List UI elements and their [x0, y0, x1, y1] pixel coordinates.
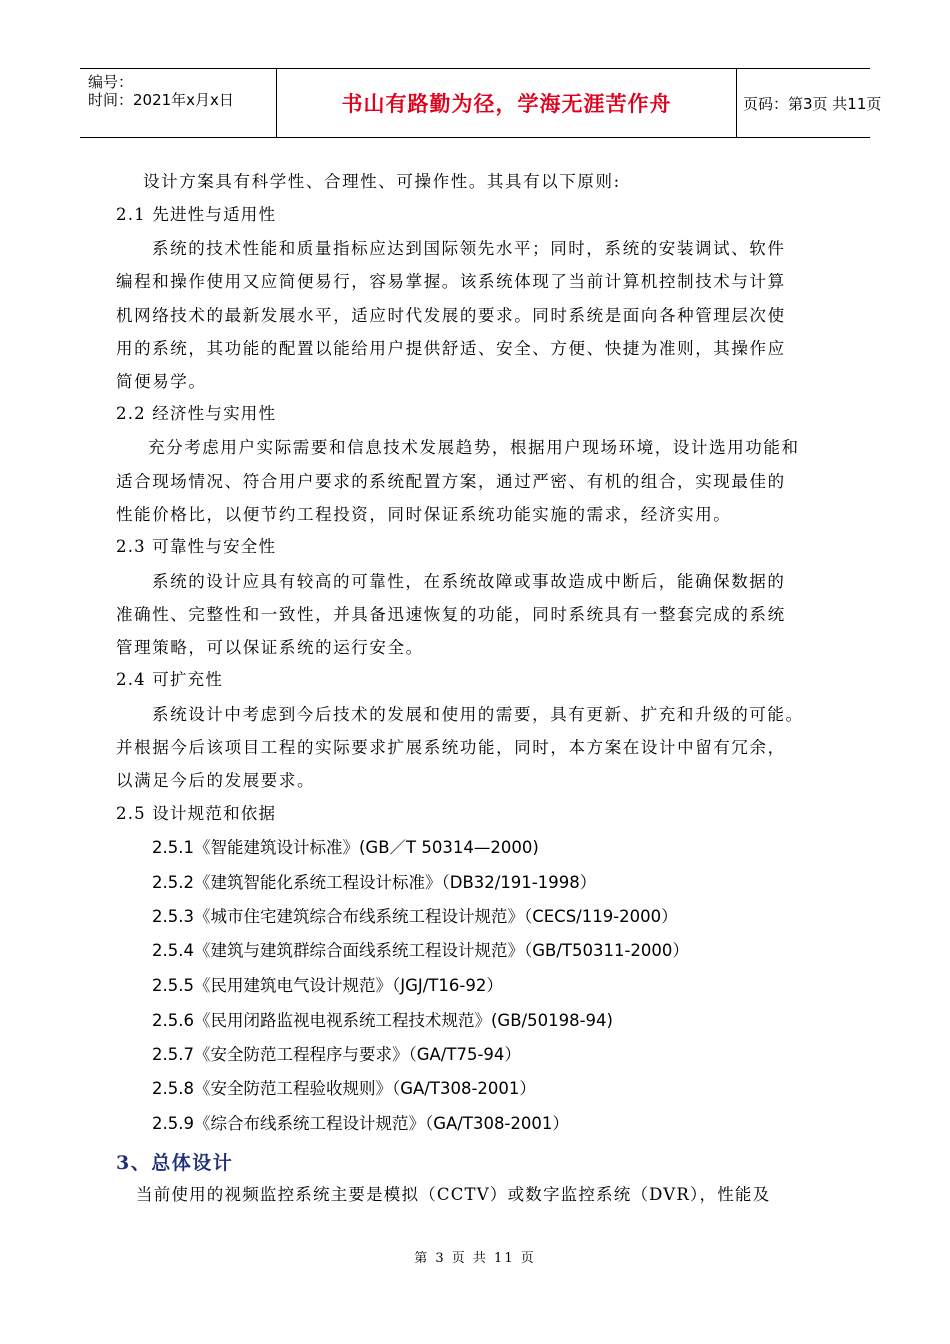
- section-title-2-2: 2.2 经济性与实用性: [116, 404, 277, 423]
- paragraph-line: 适合现场情况、符合用户要求的系统配置方案，通过严密、有机的组合，实现最佳的: [116, 472, 786, 491]
- paragraph-line: 简便易学。: [116, 372, 207, 391]
- reference-item: 2.5.3《城市住宅建筑综合布线系统工程设计规范》（CECS/119-2000）: [152, 907, 678, 926]
- paragraph-line: 性能价格比，以便节约工程投资，同时保证系统功能实施的需求，经济实用。: [116, 505, 732, 524]
- section-title-2-4: 2.4 可扩充性: [116, 670, 224, 689]
- paragraph-line: 当前使用的视频监控系统主要是模拟（CCTV）或数字监控系统（DVR），性能及: [136, 1185, 771, 1204]
- paragraph-line: 系统设计中考虑到今后技术的发展和使用的需要，具有更新、扩充和升级的可能。: [152, 705, 804, 724]
- paragraph-line: 准确性、完整性和一致性，并具备迅速恢复的功能，同时系统具有一整套完成的系统: [116, 605, 786, 624]
- page-header: [80, 68, 882, 138]
- paragraph-line: 并根据今后该项目工程的实际要求扩展系统功能，同时，本方案在设计中留有冗余，: [116, 738, 786, 757]
- section-title-2-5: 2.5 设计规范和依据: [116, 804, 277, 823]
- reference-item: 2.5.1《智能建筑设计标准》(GB／T 50314—2000): [152, 838, 539, 857]
- section-title-2-1: 2.1 先进性与适用性: [116, 205, 277, 224]
- section-title-2-3: 2.3 可靠性与安全性: [116, 537, 277, 556]
- reference-item: 2.5.9《综合布线系统工程设计规范》（GA/T308-2001）: [152, 1114, 569, 1133]
- header-page-code: 页码：第3页 共11页: [743, 94, 882, 113]
- document-date-label: 时间：2021年x月x日: [88, 91, 234, 109]
- reference-item: 2.5.2《建筑智能化系统工程设计标准》（DB32/191-1998）: [152, 873, 597, 892]
- header-left-cell: [80, 69, 276, 137]
- reference-item: 2.5.4《建筑与建筑群综合面线系统工程设计规范》（GB/T50311-2000）: [152, 941, 689, 960]
- paragraph-line: 以满足今后的发展要求。: [116, 771, 316, 790]
- header-motto-cell: [276, 69, 737, 137]
- paragraph-line: 充分考虑用户实际需要和信息技术发展趋势，根据用户现场环境，设计选用功能和: [148, 438, 800, 457]
- paragraph-line: 用的系统，其功能的配置以能给用户提供舒适、安全、方便、快捷为准则，其操作应: [116, 339, 786, 358]
- paragraph-line: 管理策略，可以保证系统的运行安全。: [116, 638, 424, 657]
- reference-item: 2.5.8《安全防范工程验收规则》（GA/T308-2001）: [152, 1079, 536, 1098]
- header-motto: 书山有路勤为径，学海无涯苦作舟: [341, 92, 672, 116]
- paragraph-line: 机网络技术的最新发展水平，适应时代发展的要求。同时系统是面向各种管理层次使: [116, 306, 786, 325]
- intro-paragraph: 设计方案具有科学性、合理性、可操作性。其具有以下原则:: [143, 172, 621, 191]
- reference-item: 2.5.5《民用建筑电气设计规范》（JGJ/T16-92）: [152, 976, 503, 995]
- paragraph-line: 编程和操作使用又应简便易行，容易掌握。该系统体现了当前计算机控制技术与计算: [116, 272, 786, 291]
- header-page-cell: [735, 69, 882, 137]
- page-footer: 第 3 页 共 11 页: [414, 1251, 536, 1266]
- paragraph-line: 系统的技术性能和质量指标应达到国际领先水平；同时，系统的安装调试、软件: [152, 239, 786, 258]
- reference-item: 2.5.7《安全防范工程程序与要求》（GA/T75-94）: [152, 1045, 521, 1064]
- paragraph-line: 系统的设计应具有较高的可靠性，在系统故障或事故造成中断后，能确保数据的: [152, 572, 786, 591]
- reference-item: 2.5.6《民用闭路监视电视系统工程技术规范》(GB/50198-94): [152, 1011, 613, 1030]
- document-number-label: 编号：: [88, 73, 134, 91]
- chapter-3-heading: 3、总体设计: [116, 1152, 234, 1174]
